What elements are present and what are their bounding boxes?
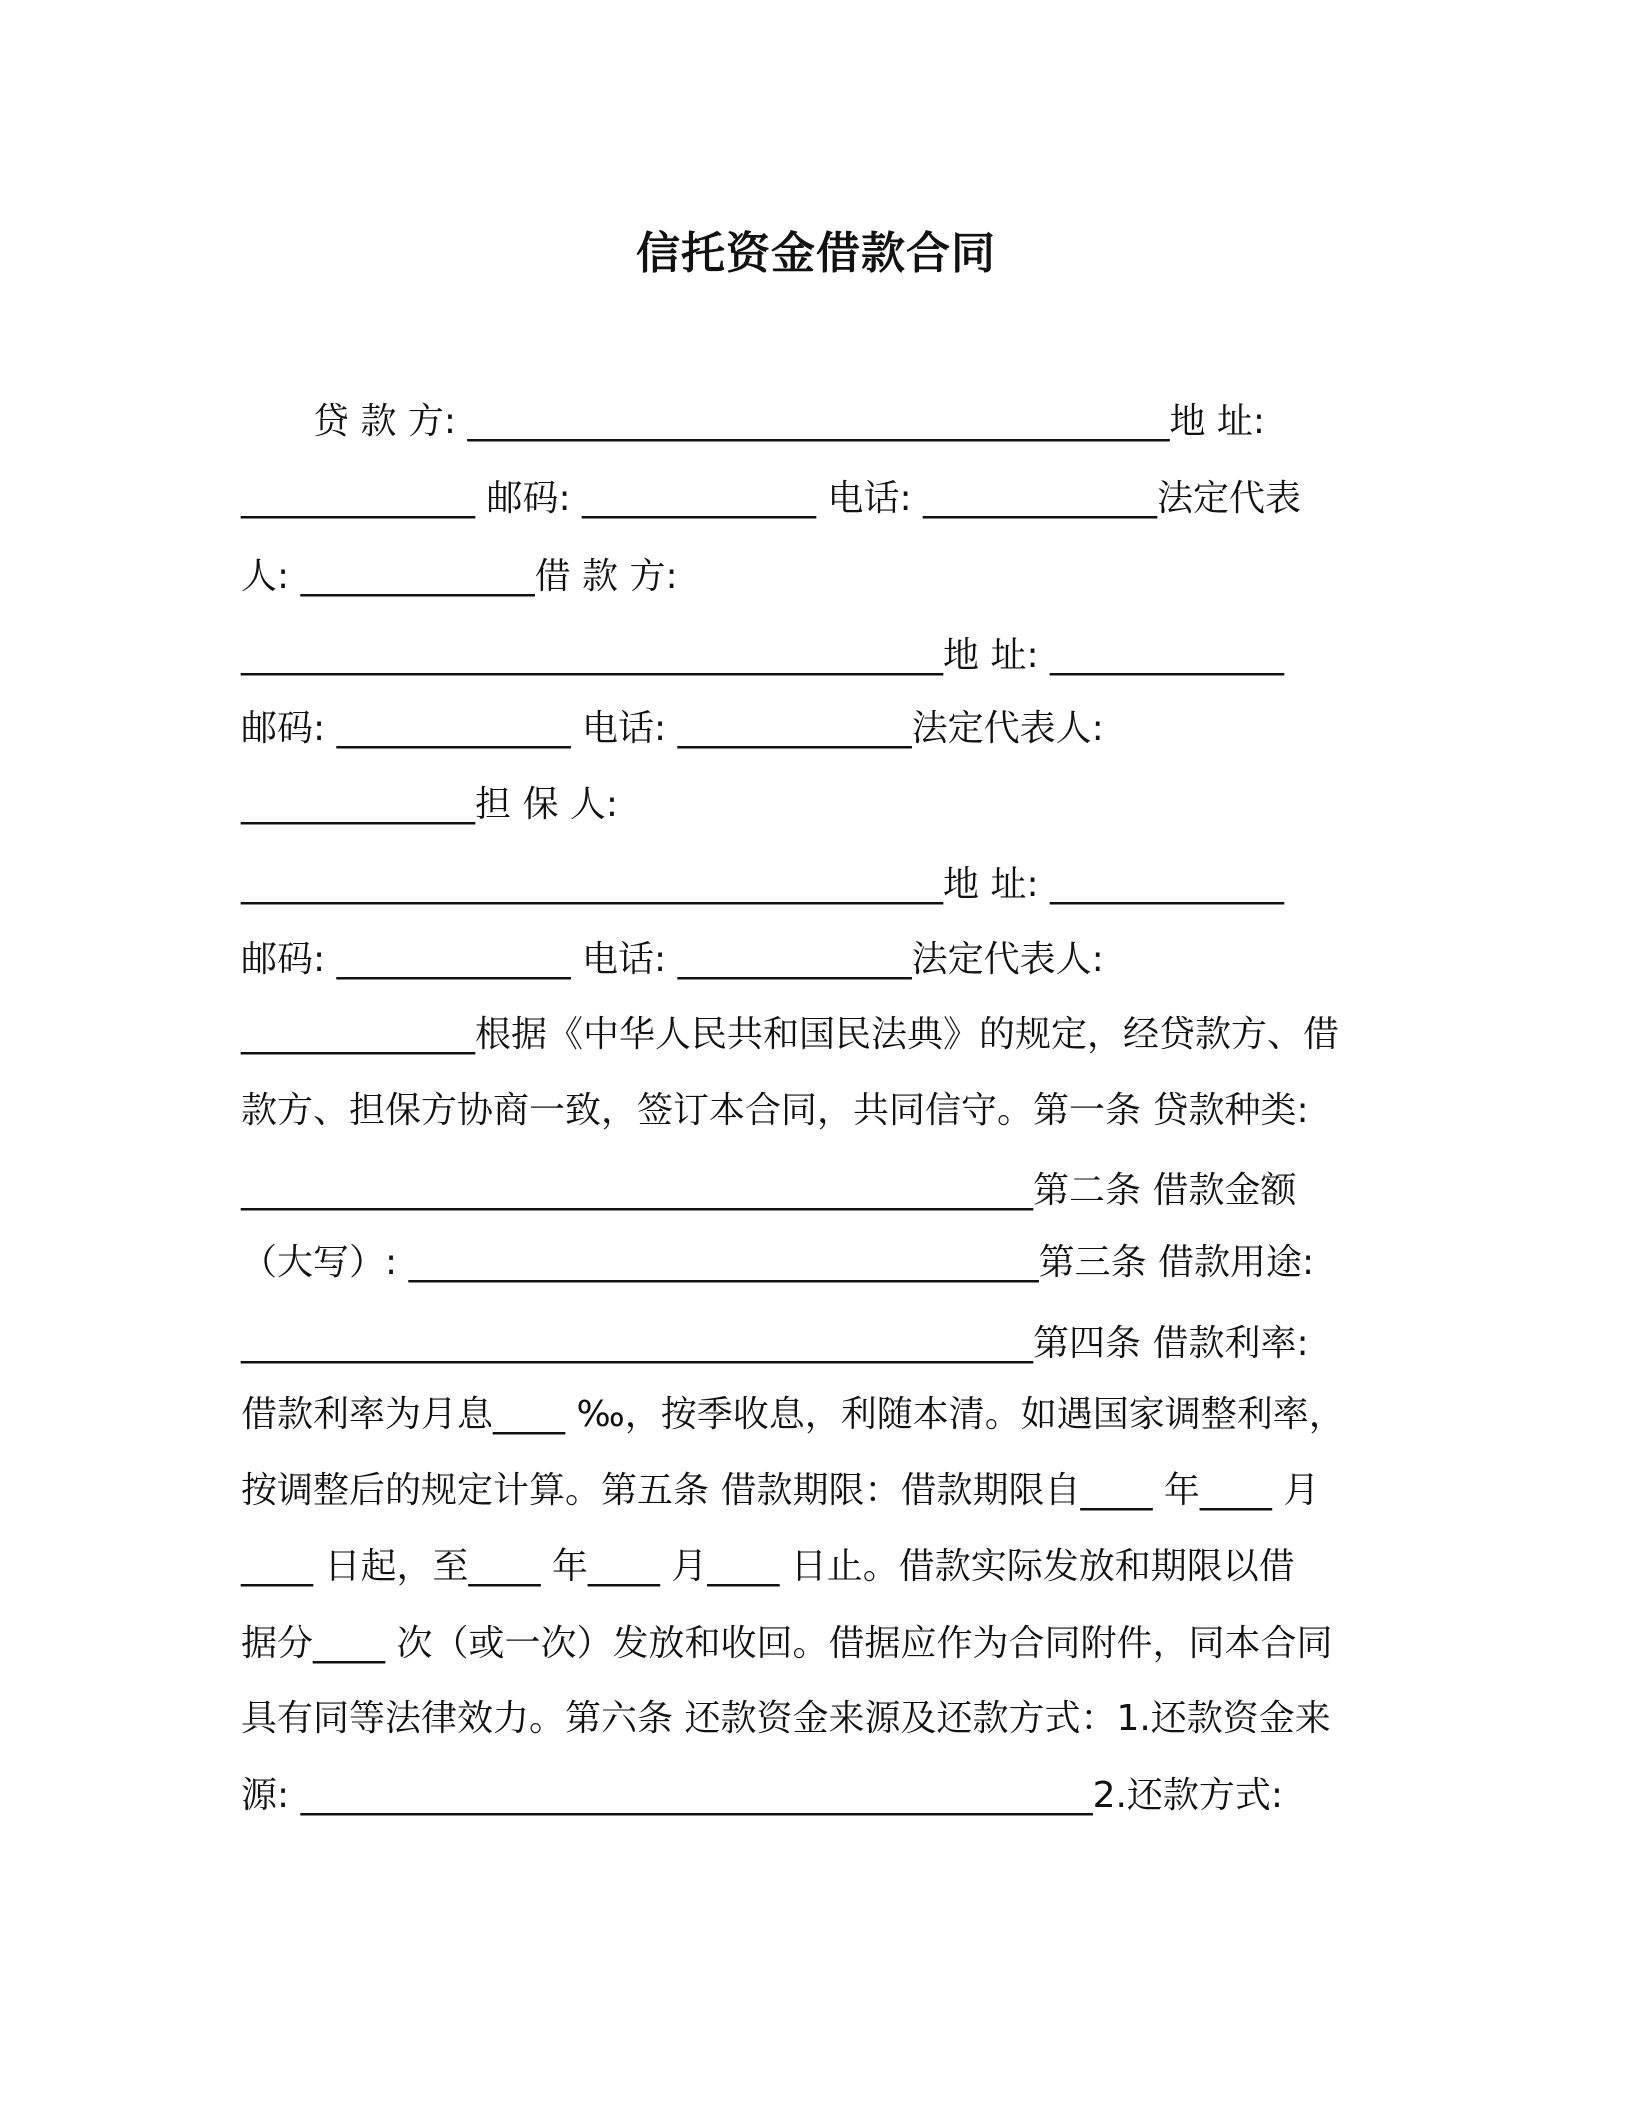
body-line: 按调整后的规定计算。第五条 借款期限：借款期限自____ 年____ 月 — [241, 1470, 1320, 1511]
body-line: 据分____ 次（或一次）发放和收回。借据应作为合同附件，同本合同 — [241, 1623, 1333, 1664]
body-line: _______________________________________地 址: _____________ — [241, 635, 1285, 676]
body-line: 源: ____________________________________________2.还款方式: — [241, 1775, 1284, 1816]
body-line: ____________________________________________第四条 借款利率: — [241, 1323, 1309, 1364]
body-line: _____________担 保 人: — [241, 784, 619, 825]
document-title: 信托资金借款合同 — [636, 228, 996, 279]
body-line: 借款利率为月息____ ‰，按季收息，利随本清。如遇国家调整利率， — [241, 1394, 1345, 1435]
body-line: 邮码: _____________ 电话: _____________法定代表人: — [241, 708, 1104, 749]
body-line: 邮码: _____________ 电话: _____________法定代表人: — [241, 939, 1104, 980]
body-line: 人: _____________借 款 方: — [241, 556, 678, 597]
body-line: ____ 日起，至____ 年____ 月____ 日止。借款实际发放和期限以借 — [241, 1546, 1295, 1587]
body-line: 款方、担保方协商一致，签订本合同，共同信守。第一条 贷款种类: — [241, 1090, 1309, 1131]
body-line: _____________根据《中华人民共和国民法典》的规定，经贷款方、借 — [241, 1014, 1340, 1055]
body-line: 贷 款 方: _______________________________________地 址: — [241, 401, 1266, 442]
body-line: _____________ 邮码: _____________ 电话: _____________法定代表 — [241, 478, 1302, 519]
body-line: _______________________________________地 址: _____________ — [241, 864, 1285, 905]
body-line: 具有同等法律效力。第六条 还款资金来源及还款方式：1.还款资金来 — [241, 1698, 1331, 1739]
body-line: （大写）: ___________________________________第三条 借款用途: — [241, 1242, 1315, 1283]
body-line: ____________________________________________第二条 借款金额 — [241, 1170, 1297, 1211]
